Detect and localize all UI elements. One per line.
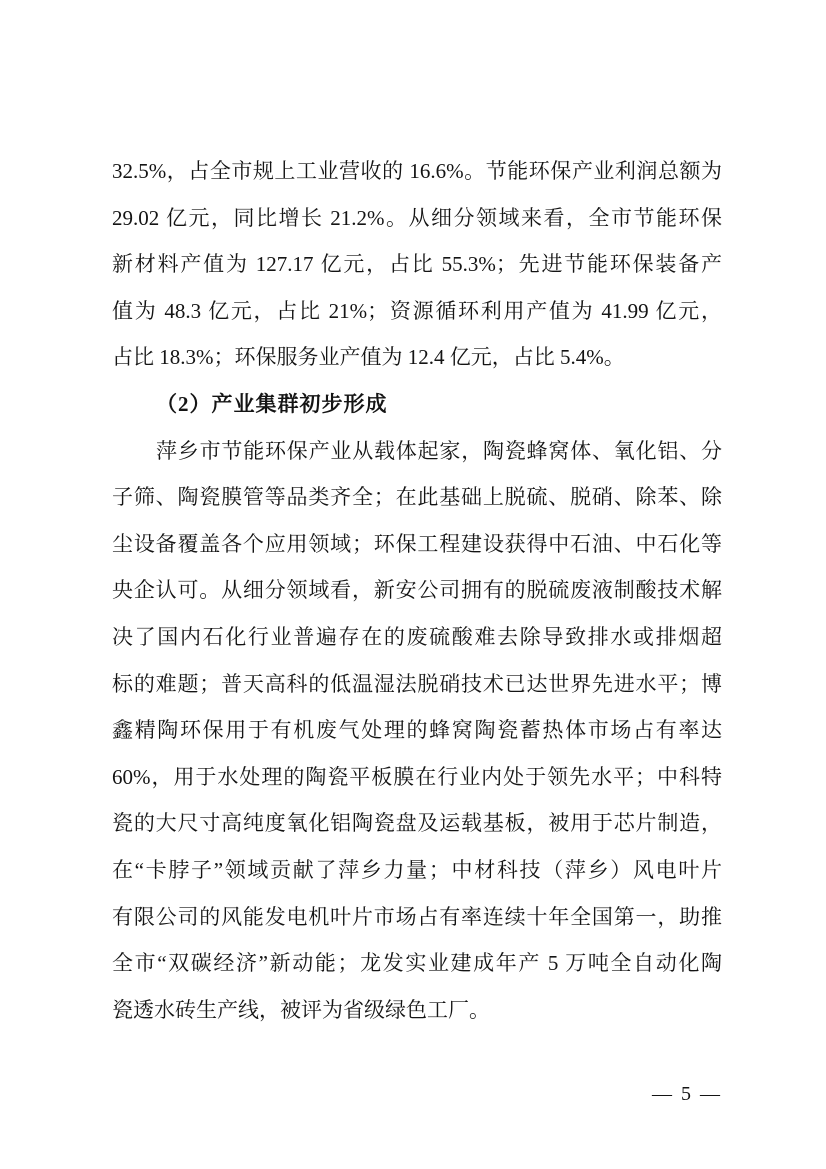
- text-line: 标的难题；普天高科的低温湿法脱硝技术已达世界先进水平；博: [112, 671, 722, 696]
- section-heading: （2）产业集群初步形成: [156, 391, 388, 416]
- text-line: 尘设备覆盖各个应用领域；环保工程建设获得中石油、中石化等: [112, 531, 722, 556]
- page-number: — 5 —: [652, 1083, 722, 1105]
- text-line: 值为 48.3 亿元，占比 21%；资源循环利用产值为 41.99 亿元，: [112, 298, 722, 323]
- document-body: [112, 148, 722, 1033]
- text-line: 瓷的大尺寸高纯度氧化铝陶瓷盘及运载基板，被用于芯片制造，: [112, 811, 722, 836]
- text-line: 29.02 亿元，同比增长 21.2%。从细分领域来看，全市节能环保: [112, 205, 722, 230]
- page-footer: [652, 1083, 722, 1106]
- text-line: 32.5%，占全市规上工业营收的 16.6%。节能环保产业利润总额为: [112, 159, 722, 183]
- text-line: 决了国内石化行业普遍存在的废硫酸难去除导致排水或排烟超: [112, 624, 722, 649]
- text-line: 有限公司的风能发电机叶片市场占有率连续十年全国第一，助推: [112, 904, 722, 929]
- text-line: 瓷透水砖生产线，被评为省级绿色工厂。: [112, 997, 490, 1022]
- text-line: 萍乡市节能环保产业从载体起家，陶瓷蜂窝体、氧化铝、分: [156, 438, 722, 463]
- text-line: 鑫精陶环保用于有机废气处理的蜂窝陶瓷蓄热体市场占有率达: [112, 718, 722, 743]
- text-line: 子筛、陶瓷膜管等品类齐全；在此基础上脱硫、脱硝、除苯、除: [112, 485, 722, 510]
- text-line: 占比 18.3%；环保服务业产值为 12.4 亿元，占比 5.4%。: [112, 345, 625, 370]
- text-line: 在“卡脖子”领域贡献了萍乡力量；中材科技（萍乡）风电叶片: [112, 857, 722, 882]
- text-line: 60%，用于水处理的陶瓷平板膜在行业内处于领先水平；中科特: [112, 764, 722, 789]
- text-line: 新材料产值为 127.17 亿元，占比 55.3%；先进节能环保装备产: [112, 252, 722, 277]
- text-line: 全市“双碳经济”新动能；龙发实业建成年产 5 万吨全自动化陶: [112, 951, 722, 976]
- text-line: 央企认可。从细分领域看，新安公司拥有的脱硫废液制酸技术解: [112, 578, 722, 603]
